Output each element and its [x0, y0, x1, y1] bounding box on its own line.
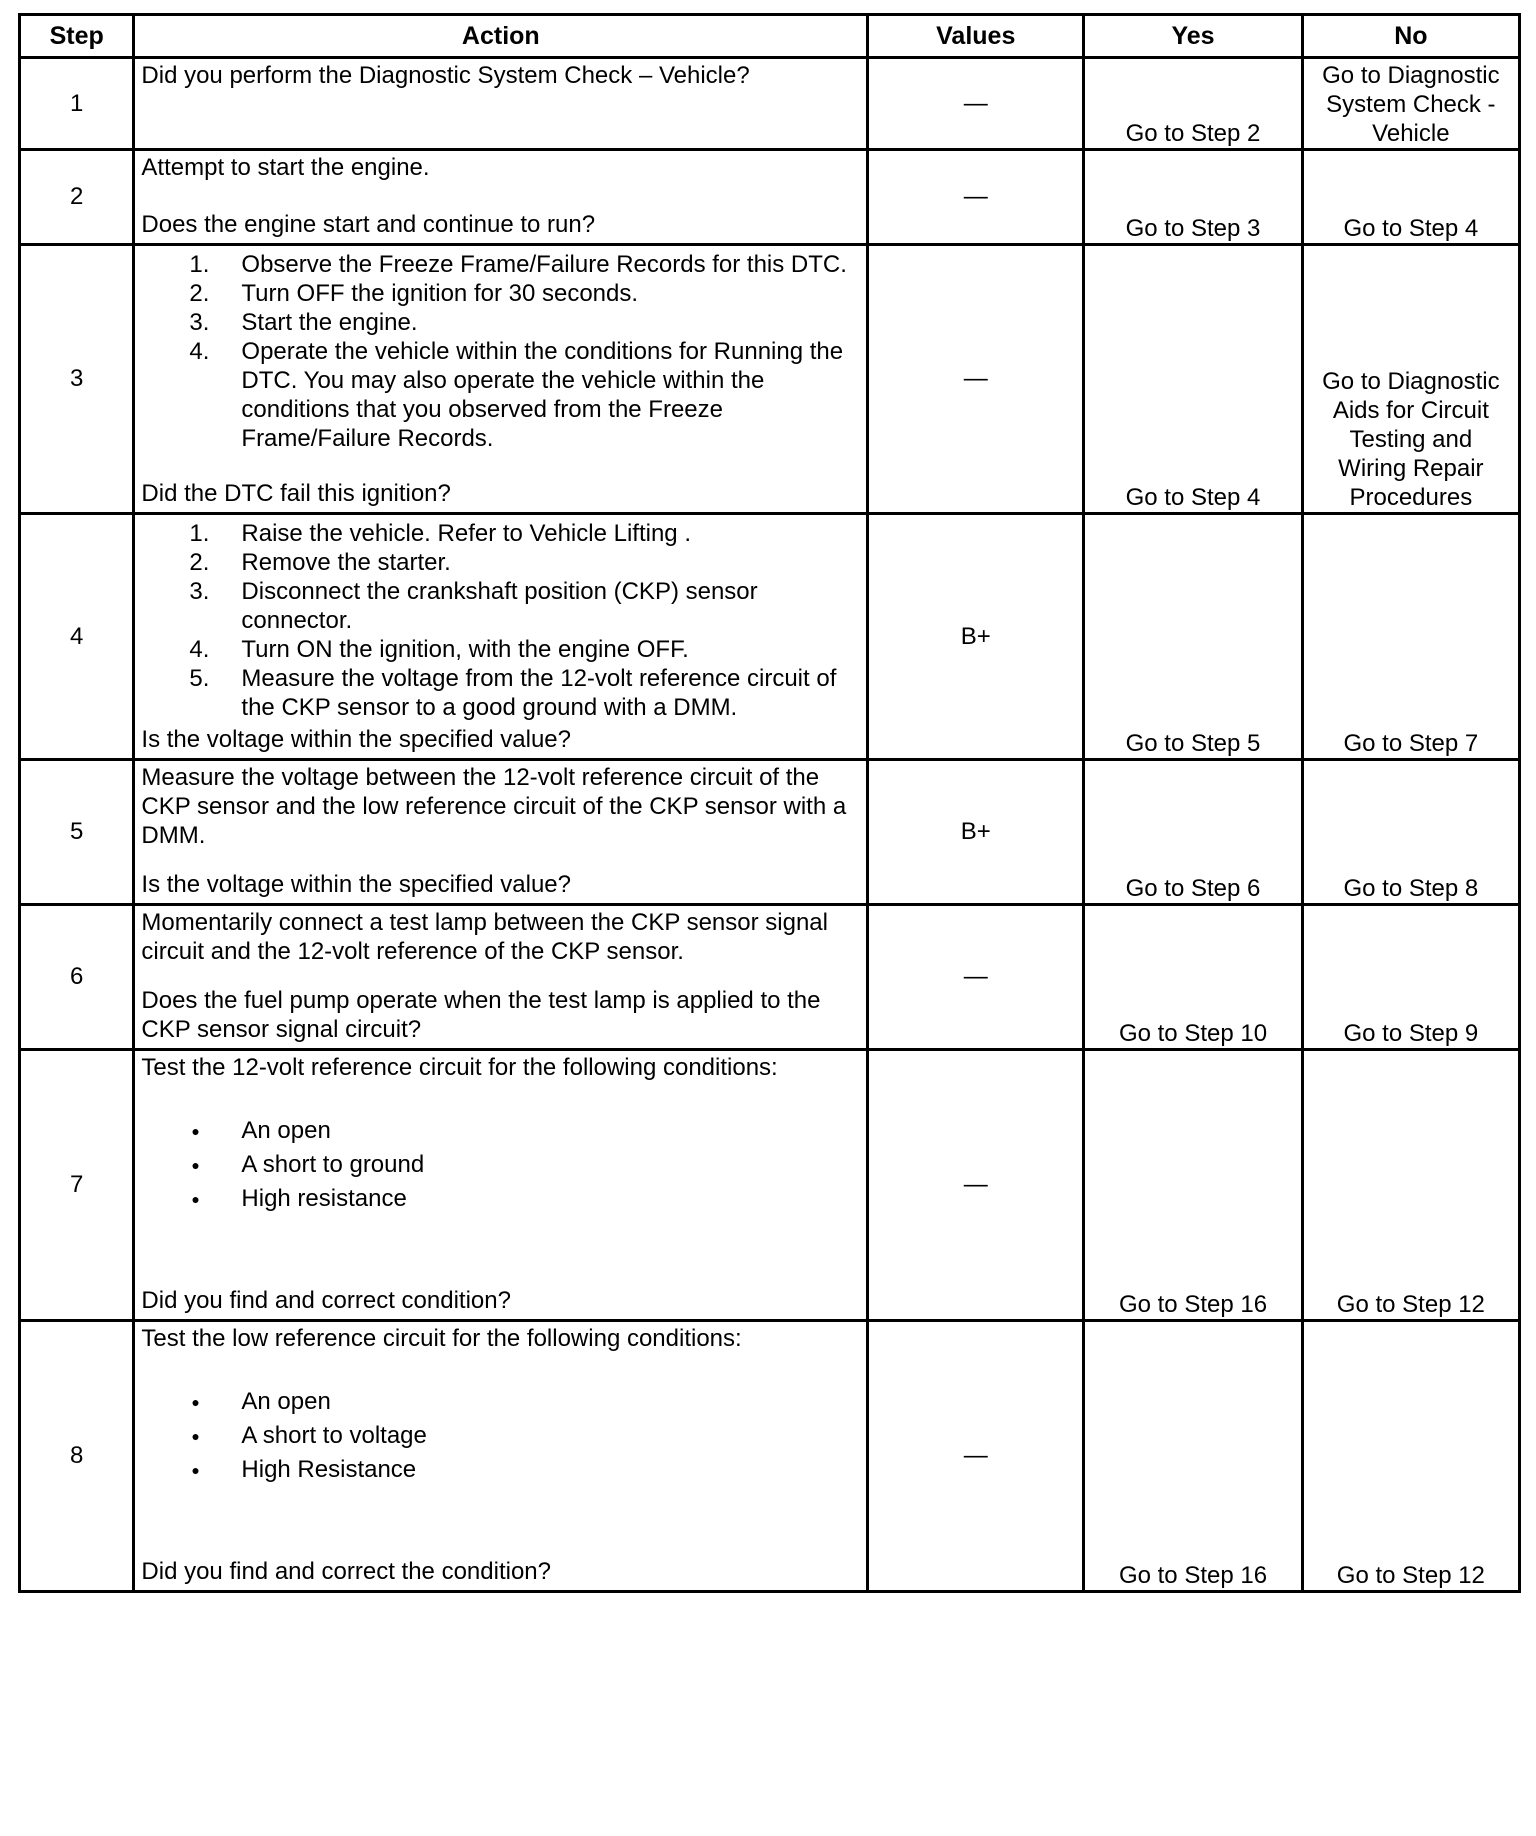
list-text: High Resistance — [241, 1456, 417, 1483]
no-link[interactable]: Go to Step 12 — [1302, 1050, 1519, 1321]
yes-link[interactable]: Go to Step 10 — [1084, 905, 1302, 1050]
yes-link[interactable]: Go to Step 16 — [1084, 1321, 1302, 1592]
action-cell — [134, 514, 868, 760]
list-item — [141, 337, 860, 453]
list-text: Turn ON the ignition, with the engine OFF. — [241, 636, 689, 663]
list-text: Start the engine. — [241, 309, 418, 336]
procedure-list — [141, 250, 860, 453]
list-item — [141, 250, 860, 279]
list-number: 2. — [189, 549, 210, 576]
action-intro: Attempt to start the engine. — [141, 154, 430, 181]
table-row-step-7 — [20, 1050, 1520, 1321]
action-question: Did you find and correct condition? — [141, 1287, 511, 1314]
header-step: Step — [20, 15, 134, 58]
no-link[interactable]: Go to Step 4 — [1302, 150, 1519, 245]
table-row-step-5 — [20, 760, 1520, 905]
list-item — [141, 519, 860, 548]
action-cell — [134, 1321, 868, 1592]
value-cell: — — [868, 1321, 1084, 1592]
step-number: 2 — [20, 150, 134, 245]
condition-list — [141, 1114, 860, 1216]
list-number: 4. — [189, 636, 210, 663]
no-link[interactable]: Go to Step 8 — [1302, 760, 1519, 905]
list-number: 5. — [189, 665, 210, 692]
action-question: Did the DTC fail this ignition? — [141, 480, 451, 507]
action-cell — [134, 760, 868, 905]
diagnostic-table — [18, 13, 1521, 1593]
yes-link[interactable]: Go to Step 16 — [1084, 1050, 1302, 1321]
list-number: 1. — [189, 520, 210, 547]
action-intro: Test the 12-volt reference circuit for the following conditions: — [141, 1054, 778, 1081]
action-question: Does the engine start and continue to run? — [141, 211, 596, 238]
action-intro: Did you perform the Diagnostic System Check – Vehicle? — [141, 62, 750, 89]
no-link[interactable]: Go to Diagnostic Aids for Circuit Testing and Wiring Repair Procedures — [1302, 245, 1519, 514]
list-text: Operate the vehicle within the conditions for Running the DTC. You may also operate the vehicle within the conditions that you observed from the Freeze Frame/Failure Records. — [241, 338, 844, 452]
step-number: 4 — [20, 514, 134, 760]
list-item — [141, 577, 860, 635]
value-cell: — — [868, 245, 1084, 514]
list-text: An open — [241, 1388, 331, 1415]
list-text: Observe the Freeze Frame/Failure Records for this DTC. — [241, 251, 847, 278]
list-item — [141, 1114, 860, 1148]
value-cell: — — [868, 1050, 1084, 1321]
no-link[interactable]: Go to Diagnostic System Check - Vehicle — [1302, 58, 1519, 150]
action-cell — [134, 58, 868, 150]
no-link[interactable]: Go to Step 9 — [1302, 905, 1519, 1050]
yes-link[interactable]: Go to Step 5 — [1084, 514, 1302, 760]
header-yes: Yes — [1084, 15, 1302, 58]
list-number: 3. — [189, 309, 210, 336]
yes-link[interactable]: Go to Step 2 — [1084, 58, 1302, 150]
action-intro: Measure the voltage between the 12-volt reference circuit of the CKP sensor and the low reference circuit of the CKP sensor with a DMM. — [141, 764, 847, 849]
action-intro: Test the low reference circuit for the following conditions: — [141, 1325, 742, 1352]
list-item — [141, 1385, 860, 1419]
table-row-step-4 — [20, 514, 1520, 760]
header-no: No — [1302, 15, 1519, 58]
bullet-icon: ● — [191, 1191, 200, 1207]
list-item — [141, 308, 860, 337]
table-row-step-1 — [20, 58, 1520, 150]
value-cell: — — [868, 905, 1084, 1050]
bullet-icon: ● — [191, 1462, 200, 1478]
no-link[interactable]: Go to Step 7 — [1302, 514, 1519, 760]
action-cell — [134, 1050, 868, 1321]
action-cell — [134, 150, 868, 245]
table-row-step-3 — [20, 245, 1520, 514]
list-item — [141, 279, 860, 308]
yes-link[interactable]: Go to Step 6 — [1084, 760, 1302, 905]
list-item — [141, 1148, 860, 1182]
list-text: A short to ground — [241, 1151, 425, 1178]
value-cell: — — [868, 150, 1084, 245]
step-number: 1 — [20, 58, 134, 150]
action-intro: Momentarily connect a test lamp between the CKP sensor signal circuit and the 12-volt reference of the CKP sensor. — [141, 909, 828, 965]
value-cell: B+ — [868, 514, 1084, 760]
list-number: 2. — [189, 280, 210, 307]
step-number: 3 — [20, 245, 134, 514]
list-item — [141, 1453, 860, 1487]
header-row — [20, 15, 1520, 58]
bullet-icon: ● — [191, 1428, 200, 1444]
yes-link[interactable]: Go to Step 3 — [1084, 150, 1302, 245]
bullet-icon: ● — [191, 1394, 200, 1410]
action-cell — [134, 245, 868, 514]
step-number: 7 — [20, 1050, 134, 1321]
step-number: 5 — [20, 760, 134, 905]
list-text: Turn OFF the ignition for 30 seconds. — [241, 280, 639, 307]
list-item — [141, 548, 860, 577]
procedure-list — [141, 519, 860, 722]
list-text: A short to voltage — [241, 1422, 427, 1449]
list-text: High resistance — [241, 1185, 407, 1212]
list-text: Measure the voltage from the 12-volt reference circuit of the CKP sensor to a good ground with a DMM. — [241, 665, 837, 721]
table-row-step-8 — [20, 1321, 1520, 1592]
table-row-step-6 — [20, 905, 1520, 1050]
header-action: Action — [134, 15, 868, 58]
step-number: 8 — [20, 1321, 134, 1592]
list-text: Disconnect the crankshaft position (CKP) sensor connector. — [241, 578, 758, 634]
no-link[interactable]: Go to Step 12 — [1302, 1321, 1519, 1592]
yes-link[interactable]: Go to Step 4 — [1084, 245, 1302, 514]
condition-list — [141, 1385, 860, 1487]
action-question: Does the fuel pump operate when the test lamp is applied to the CKP sensor signal circuit? — [141, 987, 821, 1043]
value-cell: — — [868, 58, 1084, 150]
action-cell — [134, 905, 868, 1050]
list-item — [141, 1419, 860, 1453]
bullet-icon: ● — [191, 1123, 200, 1139]
list-item — [141, 1182, 860, 1216]
bullet-icon: ● — [191, 1157, 200, 1173]
list-text: Remove the starter. — [241, 549, 451, 576]
list-text: Raise the vehicle. Refer to Vehicle Lifting . — [241, 520, 691, 547]
value-cell: B+ — [868, 760, 1084, 905]
table-row-step-2 — [20, 150, 1520, 245]
list-number: 3. — [189, 578, 210, 605]
action-question: Is the voltage within the specified value? — [141, 726, 572, 753]
step-number: 6 — [20, 905, 134, 1050]
list-text: An open — [241, 1117, 331, 1144]
list-item — [141, 664, 860, 722]
action-question: Is the voltage within the specified value? — [141, 871, 572, 898]
action-question: Did you find and correct the condition? — [141, 1558, 551, 1585]
list-number: 4. — [189, 338, 210, 365]
list-number: 1. — [189, 251, 210, 278]
header-values: Values — [868, 15, 1084, 58]
list-item — [141, 635, 860, 664]
